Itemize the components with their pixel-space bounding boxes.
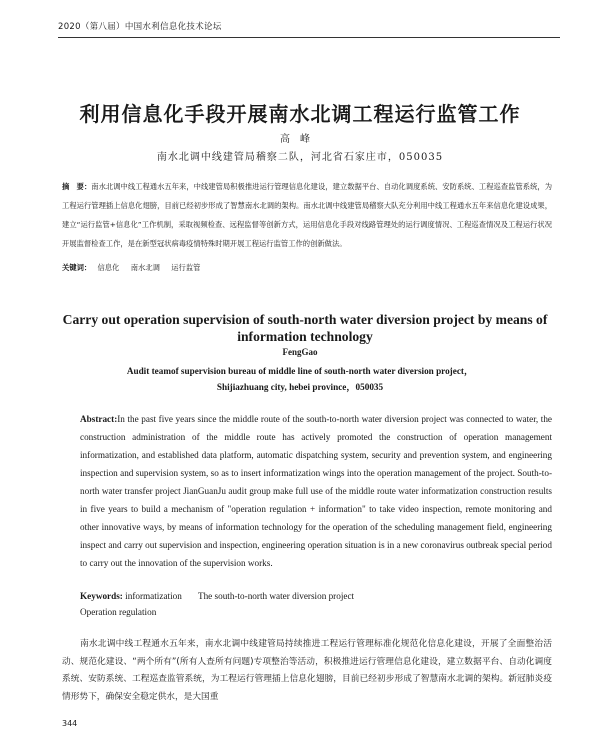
chinese-abstract-text: 南水北调中线工程通水五年来，中线建管局积极推进运行管理信息化建设，建立数据平台、自动化调度系统、安防系统、工程巡查监管系统，为工程运行管理插上信息化翅膀，目前已经初步形成了智慧南水北调的架构。南水北调中线建管局稽察大队充分利用中线工程通水五年来信息化建设成果，建立“运行监管+信息化”工作机制，采取视频检查、远程监督等创新方式，运用信息化手段对线路管理处的运行调度情况、工程巡查情况及工程运行状况开展监督检查工作，是在新型冠状病毒疫情特殊时期开展工程运行监管工作的创新做法。 bbox=[62, 182, 553, 248]
english-keyword: Operation regulation bbox=[80, 607, 157, 617]
chinese-keyword: 南水北调 bbox=[130, 263, 160, 272]
chinese-title: 利用信息化手段开展南水北调工程运行监管工作 bbox=[79, 102, 521, 126]
chinese-abstract-label: 摘 要： bbox=[62, 182, 92, 191]
english-abstract bbox=[80, 410, 552, 572]
page-number: 344 bbox=[62, 719, 78, 728]
english-abstract-text: In the past five years since the middle route of the south-to-north water diversion project was connected to water, the construction administration of the middle route has actively promoted the construction of operation management informatization, and established data platform, automatic dispatching system, security and prevention system, and engineering inspection and supervision system, so as to insert informatization wings into the operation management of the project. South-to-north water transfer project JianGuanJu audit group make full use of the middle route water informatization construction results in five years to build a mechanism of "operation regulation + information" to take video inspection, remote monitoring and other innovative ways, by means of information technology for the operation of the scheduling management field, engineering inspect and carry out supervision and inspection, engineering operation situation is in a new coronavirus outbreak special period to carry out the innovation of the supervision works. bbox=[80, 414, 552, 568]
chinese-abstract bbox=[62, 177, 552, 253]
english-title: Carry out operation supervision of south-north water diversion project by means of information technology bbox=[62, 312, 548, 344]
chinese-affiliation: 南水北调中线建管局稽察二队，河北省石家庄市，050035 bbox=[156, 152, 444, 163]
chinese-keywords-label: 关键词： bbox=[62, 263, 92, 272]
english-author: FengGao bbox=[282, 347, 318, 357]
chinese-keyword: 信息化 bbox=[97, 263, 120, 272]
english-affiliation-line2: Shijiazhuang city, hebei province，050035 bbox=[216, 382, 384, 392]
english-affiliation-line1: Audit teamof supervision bureau of middle line of south-north water diversion project， bbox=[126, 366, 474, 376]
english-keywords bbox=[80, 588, 552, 620]
english-abstract-label: Abstract: bbox=[80, 414, 118, 424]
chinese-author: 高峰 bbox=[280, 134, 320, 145]
chinese-keyword: 运行监管 bbox=[171, 263, 201, 272]
english-keywords-label: Keywords: bbox=[80, 591, 123, 601]
chinese-keywords bbox=[62, 263, 552, 273]
english-keyword: informatization bbox=[125, 591, 182, 601]
english-keyword: The south-to-north water diversion project bbox=[197, 591, 355, 601]
body-paragraph: 南水北调中线工程通水五年来，南水北调中线建管局持续推进工程运行管理标准化规范化信息化建设，开展了全面整治活动、规范化建设、“两个所有”(所有人查所有问题)专项整治等活动，积极推进运行管理信息化建设，建立数据平台、自动化调度系统、安防系统、工程巡查监管系统，为工程运行管理插上信息化翅膀，目前已经初步形成了智慧南水北调的架构。新冠肺炎疫情形势下，确保安全稳定供水，是大国重 bbox=[62, 639, 552, 702]
running-head: 2020（第八届）中国水利信息化技术论坛 bbox=[58, 20, 560, 38]
